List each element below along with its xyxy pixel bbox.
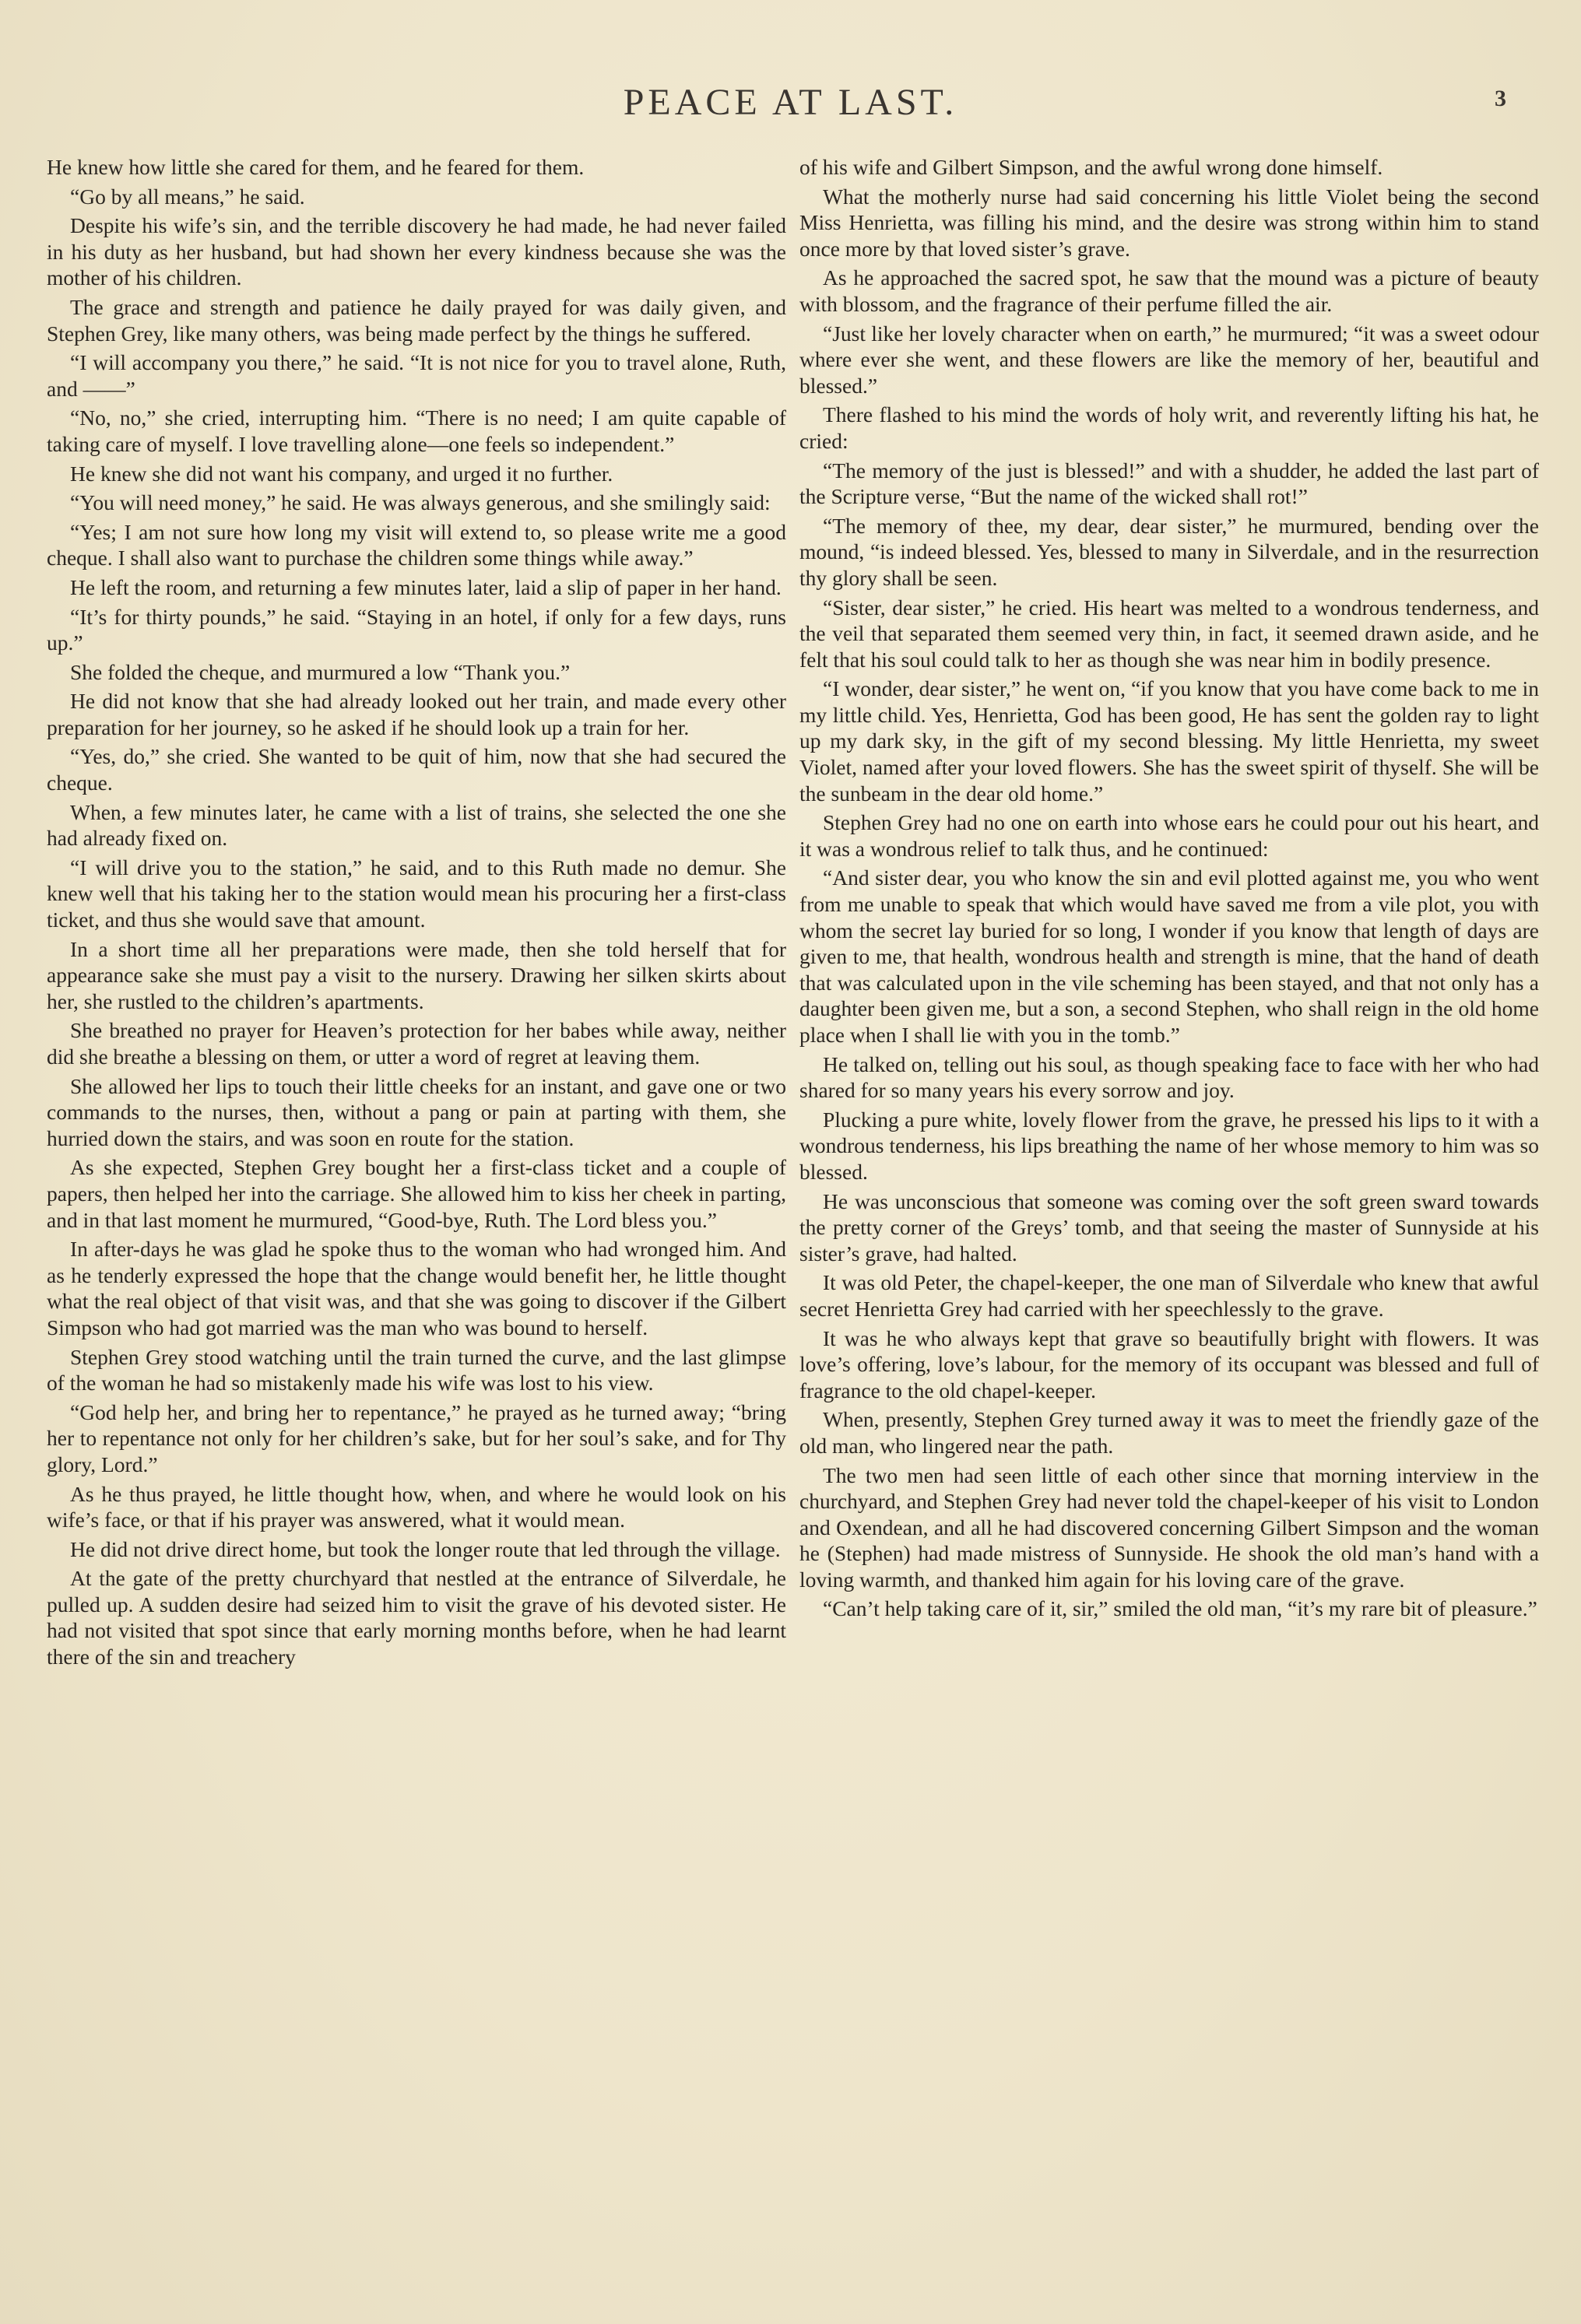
paragraph: It was old Peter, the chapel-keeper, the one man of Silverdale who knew that awful secret Henrietta Grey had carried with her speechlessly to the grave. <box>799 1270 1539 1321</box>
paragraph: At the gate of the pretty churchyard that nestled at the entrance of Silverdale, he pulled up. A sudden desire had seized him to visit the grave of his devoted sister. He had not visited that spot since that early morning months before, when he had learnt there of the sin and treachery <box>47 1566 786 1669</box>
paragraph: “The memory of thee, my dear, dear sister,” he murmured, bending over the mound, “is indeed blessed. Yes, blessed to many in Silverdale, and in the resurrection thy glory shall be seen. <box>799 513 1539 590</box>
paragraph: “I wonder, dear sister,” he went on, “if you know that you have come back to me in my little child. Yes, Henrietta, God has been good, He has sent the golden ray to light up my dark sky, in the gift of my second blessing. My little Henrietta, my sweet Violet, named after your loved flowers. She has the sweet spirit of thyself. She will be the sunbeam in the dear old home.” <box>799 676 1539 806</box>
paragraph: As he approached the sacred spot, he saw that the mound was a picture of beauty with blossom, and the fragrance of their perfume filled the air. <box>799 265 1539 316</box>
paragraph: “Go by all means,” he said. <box>70 184 305 209</box>
paragraph: of his wife and Gilbert Simpson, and the awful wrong done himself. <box>799 155 1383 179</box>
right-column <box>799 154 1539 1625</box>
paragraph: There flashed to his mind the words of holy writ, and reverently lifting his hat, he cried: <box>799 402 1539 453</box>
paragraph: “The memory of the just is blessed!” and with a shudder, he added the last part of the Scripture verse, “But the name of the wicked shall rot!” <box>799 458 1539 509</box>
paragraph: Despite his wife’s sin, and the terrible discovery he had made, he had never failed in his duty as her husband, but had shown her every kindness because she was the mother of his children. <box>47 213 786 290</box>
paragraph: He left the room, and returning a few minutes later, laid a slip of paper in her hand. <box>70 574 782 599</box>
paragraph: It was he who always kept that grave so beautifully bright with flowers. It was love’s offering, love’s labour, for the memory of its occupant was blessed and full of fragrance to the old chapel-keeper. <box>799 1325 1539 1402</box>
paragraph: In after-days he was glad he spoke thus to the woman who had wronged him. And as he tenderly expressed the hope that the change would benefit her, he little thought what the real object of that visit was, and that she was going to discover if the Gilbert Simpson who had got married was the man who was bound to herself. <box>47 1237 786 1339</box>
paragraph: What the motherly nurse had said concerning his little Violet being the second Miss Henrietta, was filling his mind, and the desire was strong within him to stand once more by that loved sister’s grave. <box>799 184 1539 261</box>
paragraph: “And sister dear, you who know the sin and evil plotted against me, you who went from me unable to speak that which would have saved me from a vile plot, you with whom the secret lay buried for so long, I wonder if you know that length of days are given to me, that health, wondrous health and strength is mine, that the hand of death that was calculated upon in the vile scheming has been stayed, and that not only has a daughter been given me, but a son, a second Stephen, who shall reign in the old home place when I shall lie with you in the tomb.” <box>799 865 1539 1047</box>
paragraph: Stephen Grey stood watching until the train turned the curve, and the last glimpse of the woman he had so mistakenly made his wife was lost to his view. <box>47 1344 786 1395</box>
page-title: PEACE AT LAST. <box>623 82 958 123</box>
paragraph: “Just like her lovely character when on earth,” he murmured; “it was a sweet odour where ever she went, and these flowers are like the memory of her, beautiful and blessed.” <box>799 321 1539 398</box>
paragraph: In a short time all her preparations were made, then she told herself that for appearance sake she must pay a visit to the nursery. Drawing her silken skirts about her, she rustled to the children’s apartments. <box>47 936 786 1013</box>
running-head <box>0 81 1581 135</box>
paragraph: She allowed her lips to touch their little cheeks for an instant, and gave one or two commands to the nurses, then, without a pang or pain at parting with them, she hurried down the stairs, and was soon en route for the station. <box>47 1073 786 1150</box>
paragraph: He did not know that she had already looked out her train, and made every other preparation for her journey, so he asked if he should look up a train for her. <box>47 689 786 739</box>
paragraph: He knew she did not want his company, and urged it no further. <box>70 461 613 486</box>
paragraph: Stephen Grey had no one on earth into whose ears he could pour out his heart, and it was a wondrous relief to talk thus, and he continued: <box>799 810 1539 861</box>
paragraph: As he thus prayed, he little thought how, when, and where he would look on his wife’s face, or that if his prayer was answered, what it would mean. <box>47 1481 786 1532</box>
paragraph: “Yes, do,” she cried. She wanted to be quit of him, now that she had secured the cheque. <box>47 744 786 795</box>
paragraph: He was unconscious that someone was coming over the soft green sward towards the pretty corner of the Greys’ tomb, and that seeing the master of Sunnyside at his sister’s grave, had halted. <box>799 1188 1539 1266</box>
paragraph: As she expected, Stephen Grey bought her a first-class ticket and a couple of papers, then helped her into the carriage. She allowed him to kiss her cheek in parting, and in that last moment he murmured, “Good-bye, Ruth. The Lord bless you.” <box>47 1155 786 1232</box>
paragraph: “Yes; I am not sure how long my visit will extend to, so please write me a good cheque. I shall also want to purchase the children some things while away.” <box>47 519 786 570</box>
paragraph: “No, no,” she cried, interrupting him. “There is no need; I am quite capable of taking care of myself. I love travelling alone—one feels so independent.” <box>47 405 786 456</box>
paragraph: She breathed no prayer for Heaven’s protection for her babes while away, neither did she breathe a blessing on them, or utter a word of regret at leaving them. <box>47 1018 786 1069</box>
paragraph: “God help her, and bring her to repentance,” he prayed as he turned away; “bring her to repentance not only for her children’s sake, but for her soul’s sake, and for Thy glory, Lord.” <box>47 1399 786 1476</box>
paragraph: “I will accompany you there,” he said. “It is not nice for you to travel alone, Ruth, and ——” <box>47 350 786 401</box>
paragraph: When, presently, Stephen Grey turned away it was to meet the friendly gaze of the old man, who lingered near the path. <box>799 1407 1539 1458</box>
paragraph: “It’s for thirty pounds,” he said. “Staying in an hotel, if only for a few days, runs up.” <box>47 604 786 655</box>
paragraph: “Sister, dear sister,” he cried. His heart was melted to a wondrous tenderness, and the veil that separated them seemed very thin, in fact, it seemed drawn aside, and he felt that his soul could talk to her as though she was near him in bodily presence. <box>799 595 1539 672</box>
paragraph: When, a few minutes later, he came with a list of trains, she selected the one she had already fixed on. <box>47 799 786 851</box>
paragraph: Plucking a pure white, lovely flower from the grave, he pressed his lips to it with a wondrous tenderness, his lips breathing the name of her whose memory to him was so blessed. <box>799 1107 1539 1184</box>
paragraph: She folded the cheque, and murmured a low “Thank you.” <box>70 659 571 684</box>
left-column <box>47 154 786 1673</box>
paragraph: He did not drive direct home, but took the longer route that led through the village. <box>70 1536 781 1561</box>
paragraph: “Can’t help taking care of it, sir,” smiled the old man, “it’s my rare bit of pleasure.” <box>823 1596 1537 1621</box>
paragraph: The grace and strength and patience he daily prayed for was daily given, and Stephen Grey, like many others, was being made perfect by the things he suffered. <box>47 294 786 346</box>
page-number: 3 <box>1495 86 1506 111</box>
paragraph: “You will need money,” he said. He was always generous, and she smilingly said: <box>70 490 771 515</box>
paragraph: He knew how little she cared for them, and he feared for them. <box>47 155 585 179</box>
paragraph: He talked on, telling out his soul, as though speaking face to face with her who had shared for so many years his every sorrow and joy. <box>799 1051 1539 1103</box>
paragraph: The two men had seen little of each other since that morning interview in the churchyard, and Stephen Grey had never told the chapel-keeper of his visit to London and Oxendean, and all he had discovered concerning Gilbert Simpson and the woman he (Stephen) had made mistress of Sunnyside. He shook the old man’s hand with a loving warmth, and thanked him again for his loving care of the grave. <box>799 1462 1539 1592</box>
paragraph: “I will drive you to the station,” he said, and to this Ruth made no demur. She knew well that his taking her to the station would mean his procuring her a first-class ticket, and thus she would save that amount. <box>47 855 786 932</box>
